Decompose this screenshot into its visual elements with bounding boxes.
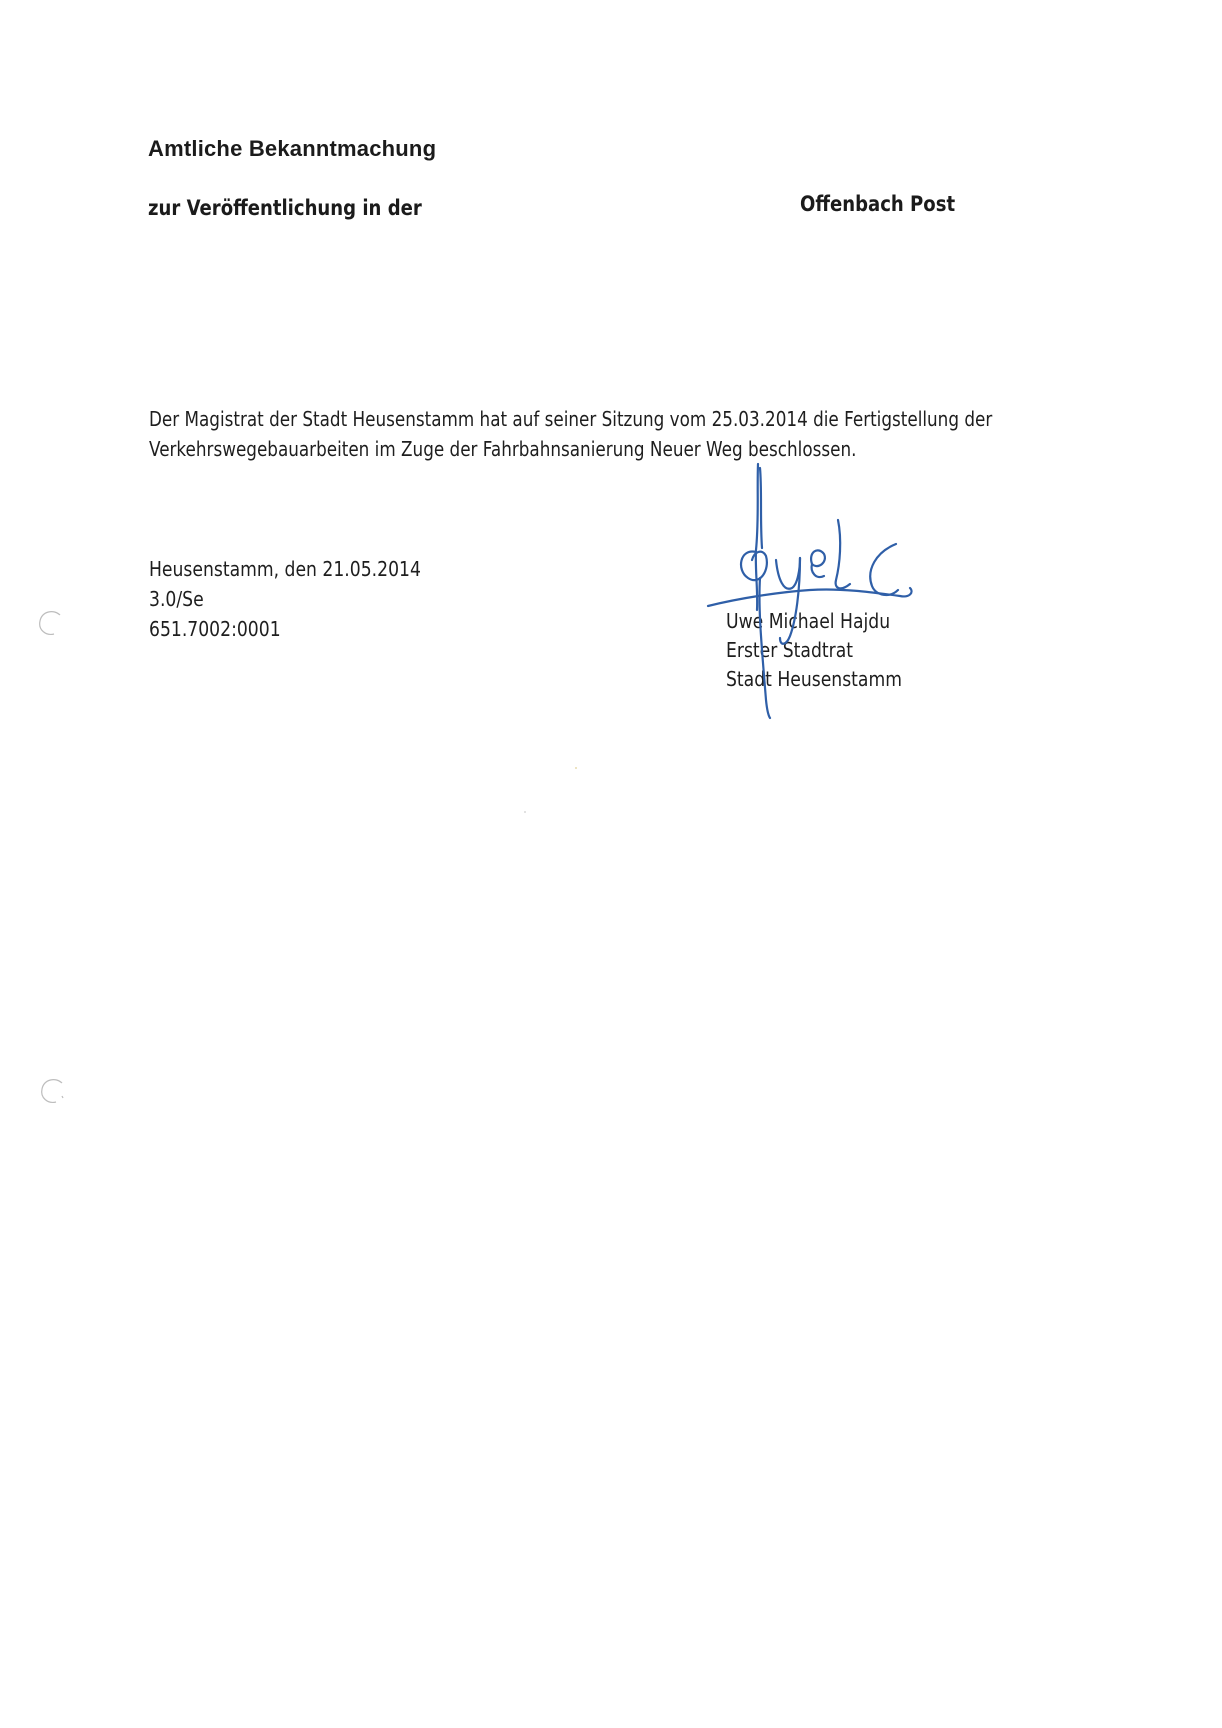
punch-hole-mark bbox=[36, 608, 66, 638]
signatory-name: Uwe Michael Hajdu bbox=[726, 609, 891, 633]
file-number: 651.7002:0001 bbox=[149, 617, 281, 641]
handwritten-signature bbox=[700, 460, 940, 720]
body-line: Verkehrswegebauarbeiten im Zuge der Fahrbahnsanierung Neuer Weg beschlossen. bbox=[149, 437, 857, 461]
publication-name: Offenbach Post bbox=[800, 192, 956, 216]
reference-code: 3.0/Se bbox=[149, 587, 204, 611]
signatory-authority: Stadt Heusenstamm bbox=[726, 667, 902, 691]
notice-body bbox=[149, 404, 1023, 464]
body-line: Der Magistrat der Stadt Heusenstamm hat auf seiner Sitzung vom 25.03.2014 die Fertigstellung der bbox=[149, 407, 993, 431]
signatory-position: Erster Stadtrat bbox=[726, 638, 853, 662]
notice-title: Amtliche Bekanntmachung bbox=[148, 136, 437, 161]
scan-speck bbox=[524, 811, 526, 813]
punch-hole-mark bbox=[38, 1076, 68, 1106]
place-date-block bbox=[149, 554, 421, 644]
place-date-line: Heusenstamm, den 21.05.2014 bbox=[149, 557, 421, 581]
scan-speck bbox=[575, 767, 577, 769]
publication-label: zur Veröffentlichung in der bbox=[148, 196, 422, 220]
